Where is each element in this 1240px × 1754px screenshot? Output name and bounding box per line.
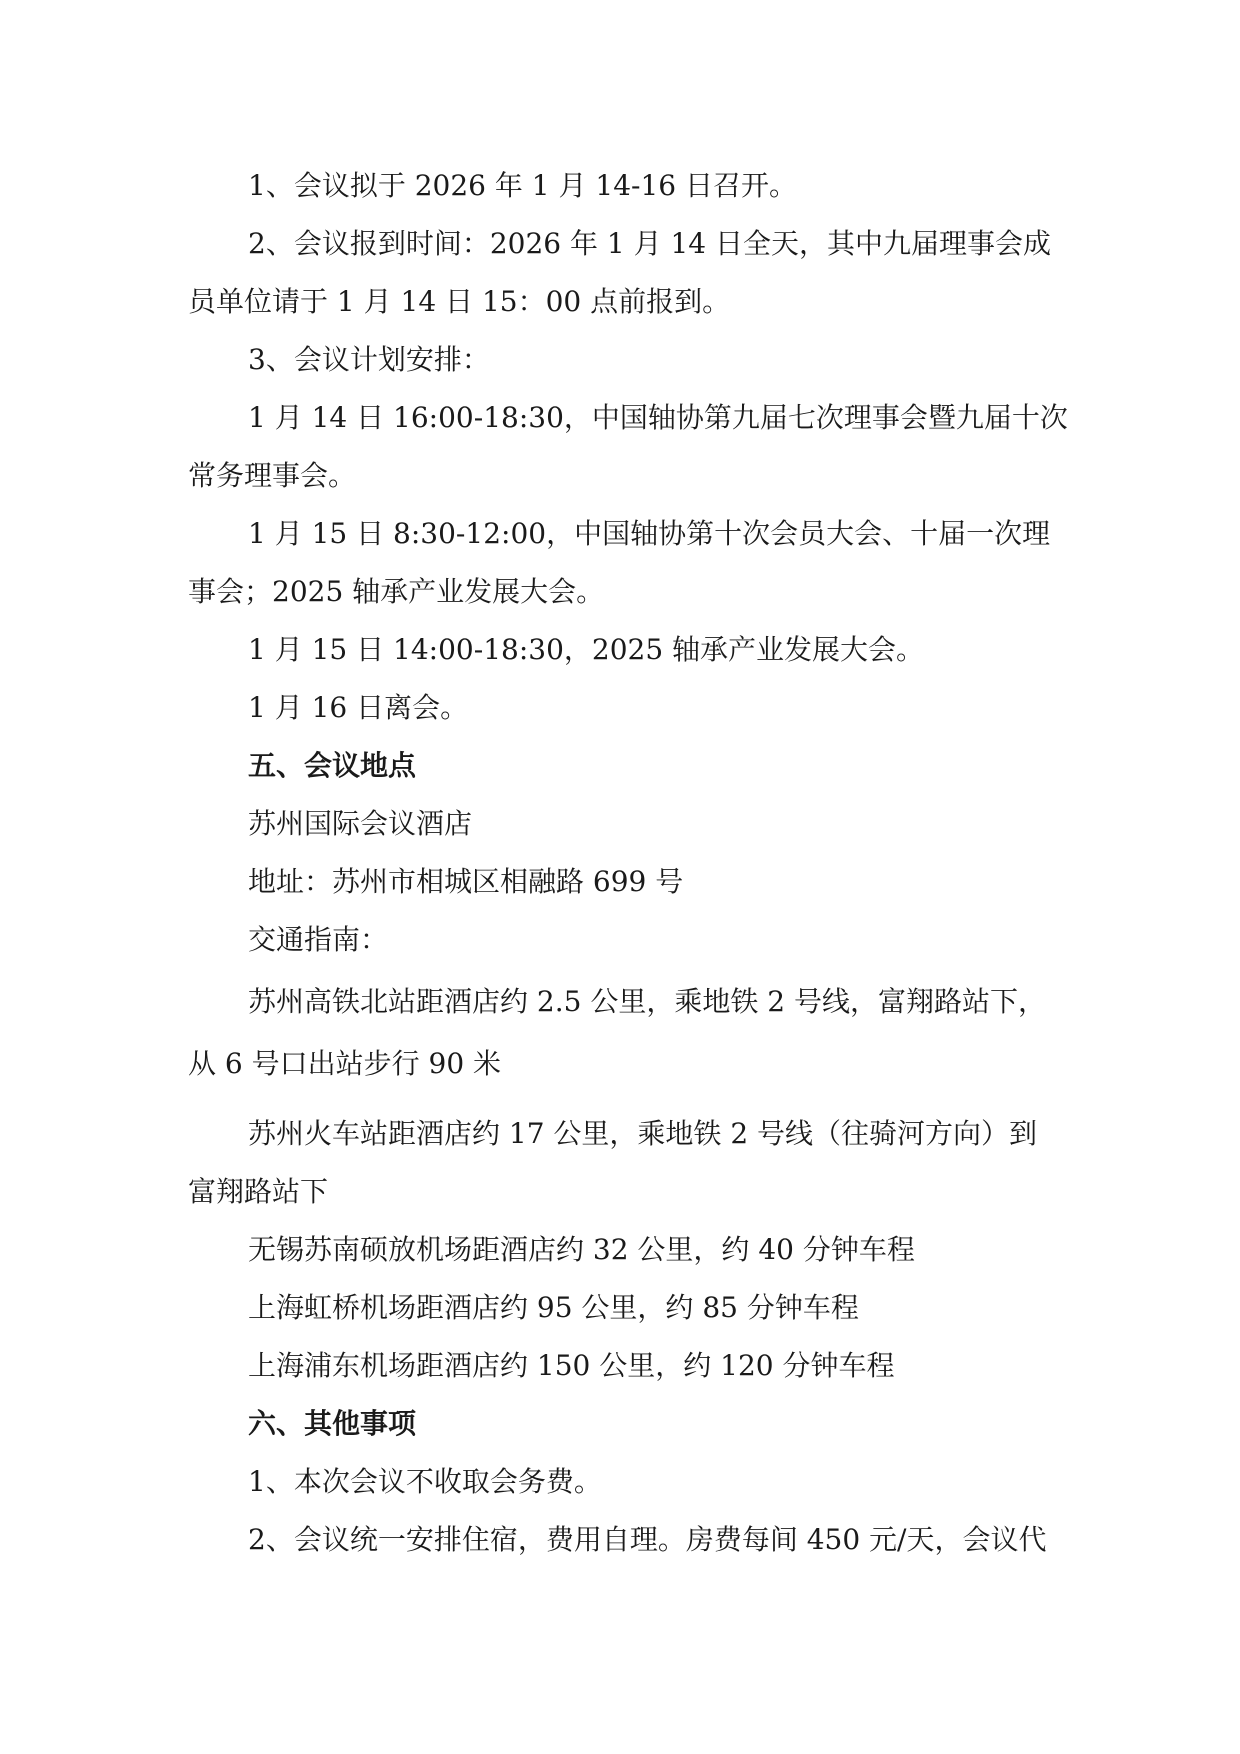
venue-address: 地址：苏州市相城区相融路 699 号 bbox=[248, 865, 684, 898]
item-meeting-date: 1、会议拟于 2026 年 1 月 14-16 日召开。 bbox=[248, 169, 798, 202]
schedule-jan14-line-2: 常务理事会。 bbox=[188, 459, 357, 492]
transport-hongqiao-airport: 上海虹桥机场距酒店约 95 公里，约 85 分钟车程 bbox=[248, 1291, 859, 1324]
schedule-jan15-morning-line-1: 1 月 15 日 8:30-12:00，中国轴协第十次会员大会、十届一次理 bbox=[248, 517, 1051, 550]
schedule-jan14-line-1: 1 月 14 日 16:00-18:30，中国轴协第九届七次理事会暨九届十次 bbox=[248, 401, 1068, 434]
transport-hsr-north-line-2: 从 6 号口出站步行 90 米 bbox=[188, 1047, 502, 1080]
venue-name: 苏州国际会议酒店 bbox=[248, 807, 473, 840]
transport-railway-station-line-1: 苏州火车站距酒店约 17 公里，乘地铁 2 号线（往骑河方向）到 bbox=[248, 1117, 1038, 1150]
schedule-jan15-morning-line-2: 事会；2025 轴承产业发展大会。 bbox=[188, 575, 605, 608]
other-item-accommodation: 2、会议统一安排住宿，费用自理。房费每间 450 元/天，会议代 bbox=[248, 1523, 1047, 1556]
schedule-jan15-afternoon: 1 月 15 日 14:00-18:30，2025 轴承产业发展大会。 bbox=[248, 633, 925, 666]
item-registration-time-line-2: 员单位请于 1 月 14 日 15：00 点前报到。 bbox=[188, 285, 731, 318]
transport-railway-station-line-2: 富翔路站下 bbox=[188, 1175, 329, 1208]
transport-wuxi-airport: 无锡苏南硕放机场距酒店约 32 公里，约 40 分钟车程 bbox=[248, 1233, 915, 1266]
transport-guide-label: 交通指南： bbox=[248, 923, 389, 956]
schedule-jan16: 1 月 16 日离会。 bbox=[248, 691, 469, 724]
other-item-fee: 1、本次会议不收取会务费。 bbox=[248, 1465, 602, 1498]
item-registration-time-line-1: 2、会议报到时间：2026 年 1 月 14 日全天，其中九届理事会成 bbox=[248, 227, 1052, 260]
section-heading-venue: 五、会议地点 bbox=[248, 749, 417, 782]
transport-hsr-north-line-1: 苏州高铁北站距酒店约 2.5 公里，乘地铁 2 号线，富翔路站下， bbox=[248, 985, 1046, 1018]
section-heading-other-matters: 六、其他事项 bbox=[248, 1407, 417, 1440]
item-meeting-schedule: 3、会议计划安排： bbox=[248, 343, 490, 376]
transport-pudong-airport: 上海浦东机场距酒店约 150 公里，约 120 分钟车程 bbox=[248, 1349, 895, 1382]
